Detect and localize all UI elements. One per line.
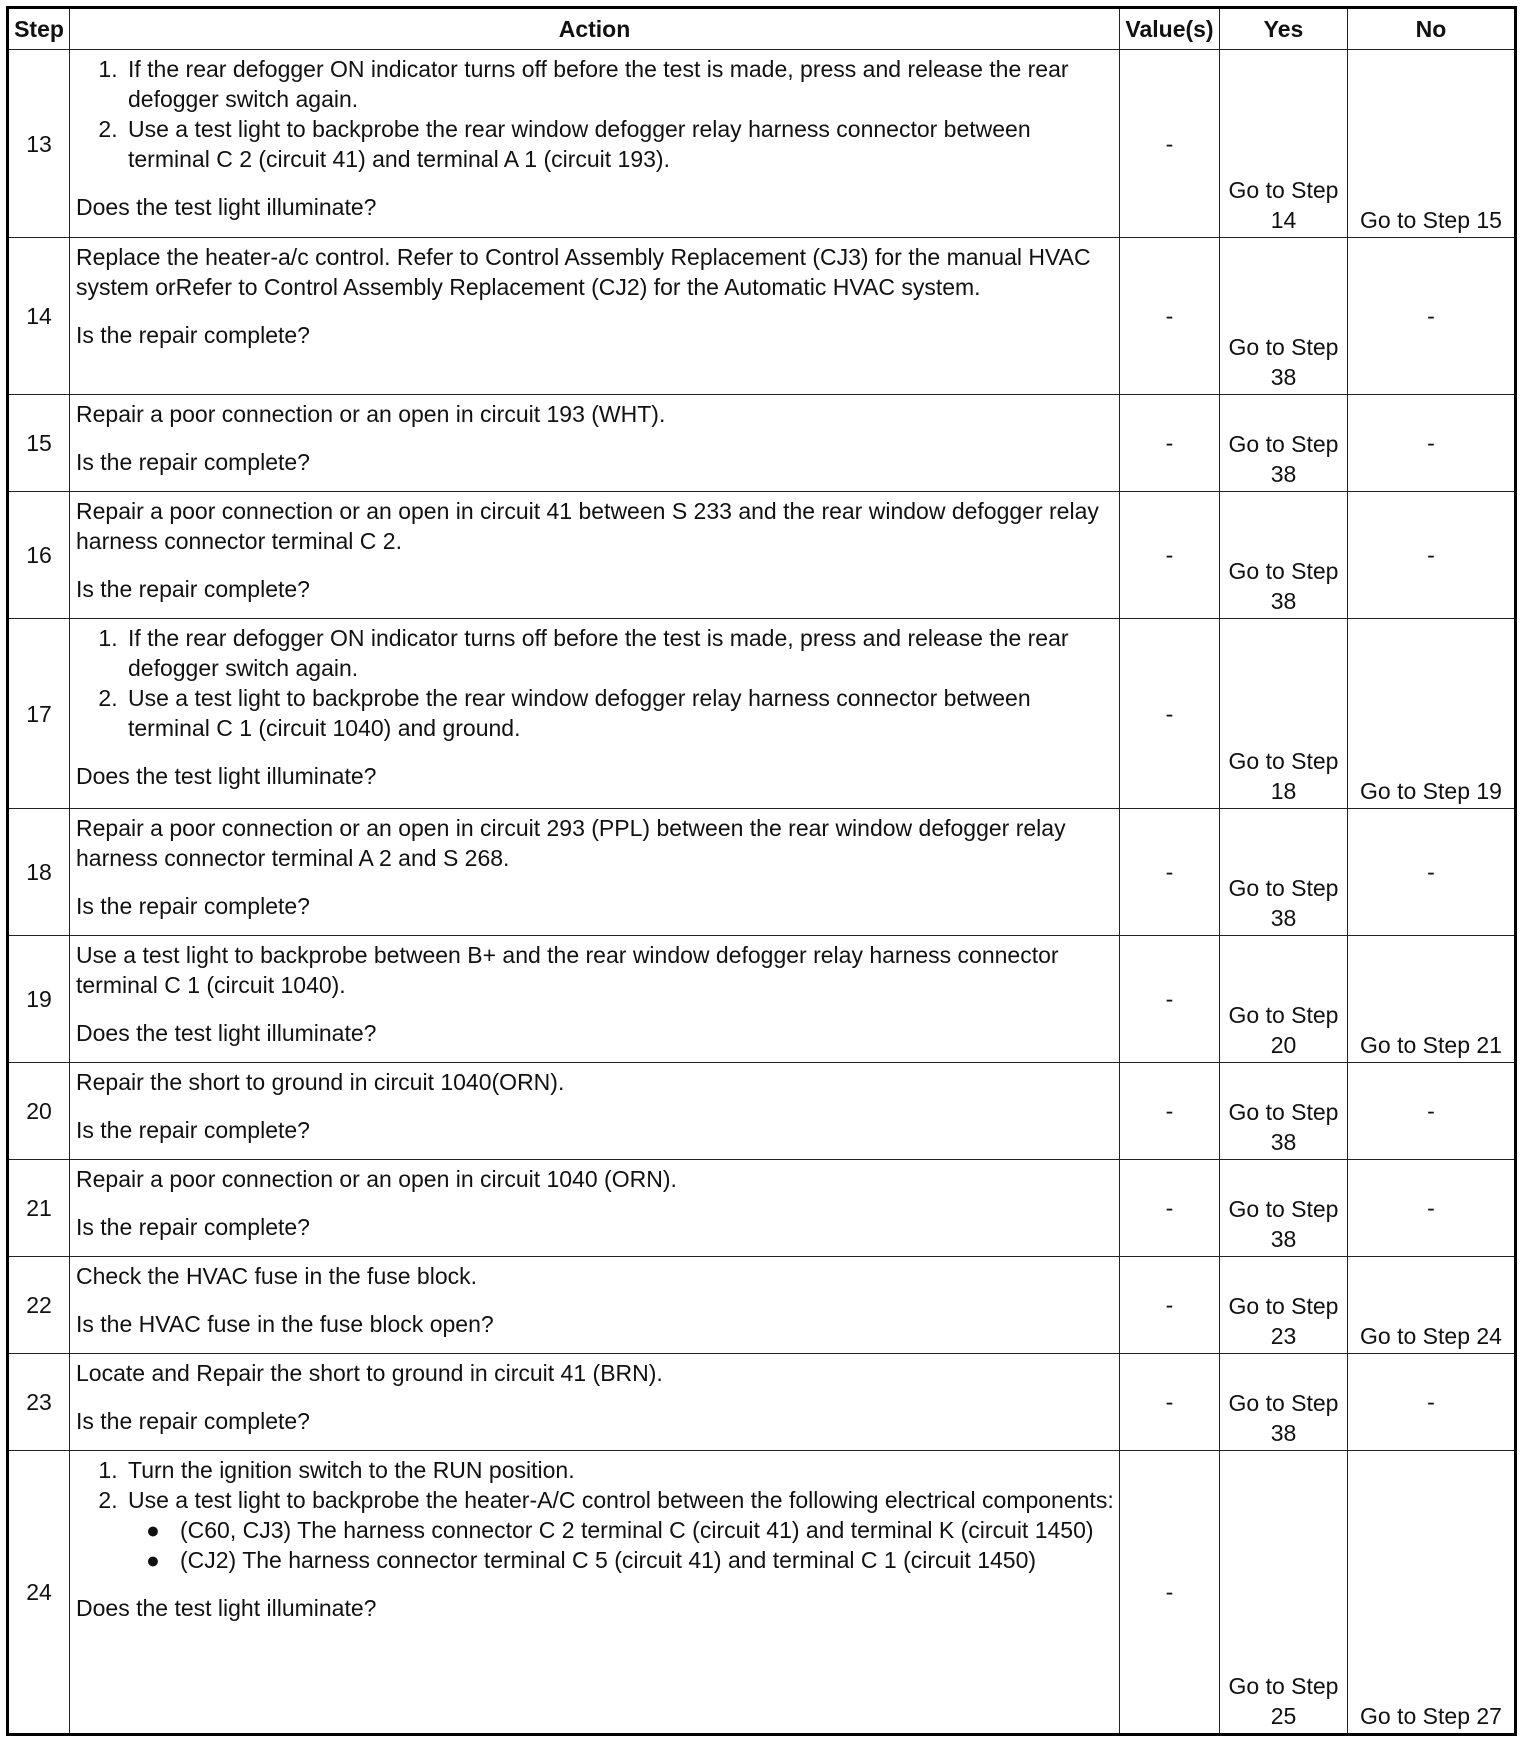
bullet-item — [146, 1545, 1115, 1575]
action-cell — [70, 238, 1120, 395]
action-question: Is the repair complete? — [76, 576, 310, 602]
yes-cell: Go to Step 38 — [1220, 238, 1348, 395]
no-cell: Go to Step 19 — [1348, 619, 1516, 809]
action-cell — [70, 395, 1120, 492]
table-row — [8, 619, 1516, 809]
yes-cell: Go to Step 25 — [1220, 1451, 1348, 1735]
no-cell: - — [1348, 809, 1516, 936]
yes-cell: Go to Step 38 — [1220, 809, 1348, 936]
action-question: Does the test light illuminate? — [76, 1020, 377, 1046]
action-question: Is the repair complete? — [76, 893, 310, 919]
value-cell: - — [1120, 1063, 1220, 1160]
action-question: Is the repair complete? — [76, 1408, 310, 1434]
header-step: Step — [8, 8, 70, 50]
table-row — [8, 809, 1516, 936]
action-cell — [70, 1354, 1120, 1451]
action-question: Does the test light illuminate? — [76, 194, 377, 220]
step-number: 14 — [8, 238, 70, 395]
yes-cell: Go to Step 38 — [1220, 395, 1348, 492]
action-text: Use a test light to backprobe between B+ and the rear window defogger relay harness connector terminal C 1 (circuit 1040). — [76, 942, 1059, 998]
value-cell: - — [1120, 936, 1220, 1063]
step-number: 13 — [8, 50, 70, 238]
no-cell: - — [1348, 1063, 1516, 1160]
no-cell: Go to Step 21 — [1348, 936, 1516, 1063]
action-question: Is the HVAC fuse in the fuse block open? — [76, 1311, 494, 1337]
action-cell — [70, 1257, 1120, 1354]
table-row — [8, 492, 1516, 619]
action-text: Repair a poor connection or an open in circuit 1040 (ORN). — [76, 1166, 677, 1192]
action-item — [124, 1485, 1115, 1575]
table-row — [8, 1451, 1516, 1735]
table-row — [8, 1063, 1516, 1160]
no-cell: Go to Step 27 — [1348, 1451, 1516, 1735]
step-number: 23 — [8, 1354, 70, 1451]
action-cell — [70, 492, 1120, 619]
bullet-text: (C60, CJ3) The harness connector C 2 terminal C (circuit 41) and terminal K (circuit 1450) — [180, 1517, 1094, 1543]
bullet-text: (CJ2) The harness connector terminal C 5 (circuit 41) and terminal C 1 (circuit 1450) — [180, 1547, 1037, 1573]
action-text: Repair a poor connection or an open in circuit 41 between S 233 and the rear window defogger relay harness connector terminal C 2. — [76, 498, 1099, 554]
no-cell: Go to Step 24 — [1348, 1257, 1516, 1354]
action-text: Check the HVAC fuse in the fuse block. — [76, 1263, 477, 1289]
action-question: Is the repair complete? — [76, 449, 310, 475]
value-cell: - — [1120, 492, 1220, 619]
bullet-item — [146, 1515, 1115, 1545]
value-cell: - — [1120, 1451, 1220, 1735]
step-number: 18 — [8, 809, 70, 936]
action-cell — [70, 619, 1120, 809]
action-item: 1. If the rear defogger ON indicator turns off before the test is made, press and release the rear defogger switch again. — [124, 54, 1115, 114]
action-cell — [70, 936, 1120, 1063]
yes-cell: Go to Step 38 — [1220, 492, 1348, 619]
no-cell: - — [1348, 1354, 1516, 1451]
action-item: 2. Use a test light to backprobe the rear window defogger relay harness connector between terminal C 1 (circuit 1040) and ground. — [124, 683, 1115, 743]
action-cell — [70, 1160, 1120, 1257]
yes-cell: Go to Step 20 — [1220, 936, 1348, 1063]
header-action: Action — [70, 8, 1120, 50]
yes-cell: Go to Step 38 — [1220, 1063, 1348, 1160]
header-values: Value(s) — [1120, 8, 1220, 50]
header-no: No — [1348, 8, 1516, 50]
action-item: 1. Turn the ignition switch to the RUN position. — [124, 1455, 1115, 1485]
value-cell: - — [1120, 619, 1220, 809]
step-number: 17 — [8, 619, 70, 809]
action-text: Replace the heater-a/c control. Refer to Control Assembly Replacement (CJ3) for the manual HVAC system orRefer to Control Assembly Replacement (CJ2) for the Automatic HVAC system. — [76, 244, 1091, 300]
value-cell: - — [1120, 809, 1220, 936]
action-text: Repair a poor connection or an open in circuit 193 (WHT). — [76, 401, 666, 427]
bullet-dot-icon: ● — [146, 1547, 160, 1573]
table-row — [8, 1354, 1516, 1451]
action-text: Locate and Repair the short to ground in circuit 41 (BRN). — [76, 1360, 663, 1386]
action-cell — [70, 1451, 1120, 1735]
header-row — [8, 8, 1516, 50]
action-item: 2. Use a test light to backprobe the rear window defogger relay harness connector between terminal C 2 (circuit 41) and terminal A 1 (circuit 193). — [124, 114, 1115, 174]
table-row — [8, 50, 1516, 238]
action-text: Repair a poor connection or an open in circuit 293 (PPL) between the rear window defogger relay harness connector terminal A 2 and S 268. — [76, 815, 1066, 871]
step-number: 24 — [8, 1451, 70, 1735]
no-cell: - — [1348, 395, 1516, 492]
value-cell: - — [1120, 1257, 1220, 1354]
diagnostic-table-container — [6, 6, 1514, 1736]
action-question: Is the repair complete? — [76, 1214, 310, 1240]
action-numbered-list — [76, 1455, 1115, 1575]
yes-cell: Go to Step 23 — [1220, 1257, 1348, 1354]
step-number: 21 — [8, 1160, 70, 1257]
yes-cell: Go to Step 38 — [1220, 1160, 1348, 1257]
value-cell: - — [1120, 395, 1220, 492]
action-item-text: Use a test light to backprobe the heater-A/C control between the following electrical components: — [128, 1487, 1114, 1513]
action-question: Does the test light illuminate? — [76, 1595, 377, 1621]
step-number: 15 — [8, 395, 70, 492]
value-cell: - — [1120, 238, 1220, 395]
action-item: 1. If the rear defogger ON indicator turns off before the test is made, press and release the rear defogger switch again. — [124, 623, 1115, 683]
step-number: 16 — [8, 492, 70, 619]
no-cell: Go to Step 15 — [1348, 50, 1516, 238]
bullet-dot-icon: ● — [146, 1517, 160, 1543]
yes-cell: Go to Step 14 — [1220, 50, 1348, 238]
action-numbered-list — [76, 623, 1115, 743]
action-question: Does the test light illuminate? — [76, 763, 377, 789]
no-cell: - — [1348, 238, 1516, 395]
value-cell: - — [1120, 50, 1220, 238]
diagnostic-table — [6, 6, 1517, 1736]
action-cell — [70, 50, 1120, 238]
step-number: 20 — [8, 1063, 70, 1160]
table-row — [8, 1257, 1516, 1354]
no-cell: - — [1348, 1160, 1516, 1257]
action-cell — [70, 809, 1120, 936]
yes-cell: Go to Step 18 — [1220, 619, 1348, 809]
yes-cell: Go to Step 38 — [1220, 1354, 1348, 1451]
action-bullet-list — [128, 1515, 1115, 1575]
action-text: Repair the short to ground in circuit 1040(ORN). — [76, 1069, 565, 1095]
table-row — [8, 238, 1516, 395]
value-cell: - — [1120, 1160, 1220, 1257]
table-row — [8, 395, 1516, 492]
step-number: 22 — [8, 1257, 70, 1354]
action-numbered-list — [76, 54, 1115, 174]
step-number: 19 — [8, 936, 70, 1063]
no-cell: - — [1348, 492, 1516, 619]
action-question: Is the repair complete? — [76, 322, 310, 348]
value-cell: - — [1120, 1354, 1220, 1451]
table-row — [8, 1160, 1516, 1257]
header-yes: Yes — [1220, 8, 1348, 50]
action-cell — [70, 1063, 1120, 1160]
action-question: Is the repair complete? — [76, 1117, 310, 1143]
table-row — [8, 936, 1516, 1063]
